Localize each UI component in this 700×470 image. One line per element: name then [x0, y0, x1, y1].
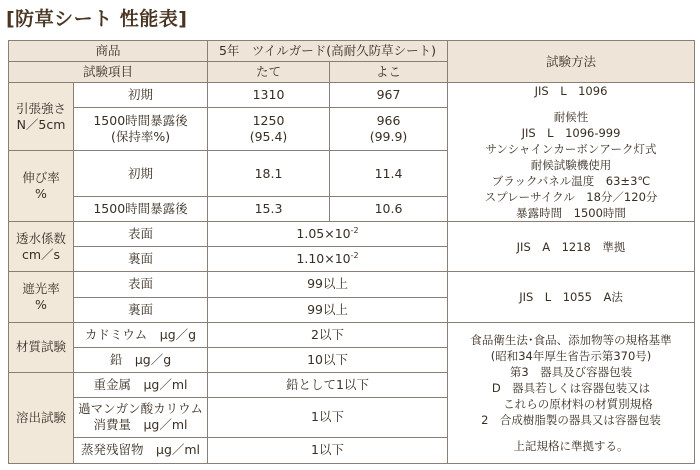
method-text: 耐候性: [553, 110, 589, 125]
tensile-exposed-yoko: 966: [376, 113, 401, 129]
cadmium-label: カドミウム μg／g: [74, 322, 208, 347]
tensile-initial-label: 初期: [74, 83, 208, 108]
product-header-cell: 商品: [9, 41, 208, 62]
tensile-retention-label: (保持率%): [110, 129, 171, 145]
method-text: 第3 器具及び容器包装: [509, 364, 633, 379]
table-row: [9, 272, 695, 297]
spacer: [452, 428, 690, 438]
elongation-initial-label: 初期: [74, 151, 208, 197]
tensile-category-cell: [9, 83, 74, 151]
method-text: JIS L 1096: [534, 84, 608, 99]
tensile-exposed-label-cell: [74, 108, 208, 151]
permeability-category-cell: [9, 222, 74, 272]
elongation-label: 伸び率 %: [9, 151, 74, 222]
tate-header-cell: たて: [208, 62, 330, 83]
elongation-exposed-yoko: 10.6: [330, 197, 448, 222]
method-text: JIS L 1055 A法: [519, 290, 623, 305]
shading-front-label: 表面: [74, 272, 208, 297]
permeability-front-exponent: -2: [350, 226, 359, 236]
elongation-initial-tate: 18.1: [208, 151, 330, 197]
permeability-back-value: 1.10×10: [296, 251, 351, 267]
method-header-cell: 試験方法: [448, 41, 695, 83]
residue-label: 蒸発残留物 μg／ml: [74, 437, 208, 463]
tensile-unit-label: N／5cm: [16, 116, 66, 132]
elution-label: 溶出試験: [9, 372, 74, 463]
permeability-front-label: 表面: [74, 222, 208, 247]
method-text: 2 合成樹脂製の器具又は容器包装: [481, 412, 661, 427]
cadmium-value: 2以下: [208, 322, 448, 347]
method-text: 耐候試験機使用: [530, 158, 612, 173]
test-item-header-cell: 試験項目: [9, 62, 208, 83]
tensile-exposed-tate-cell: [208, 108, 330, 151]
method-text: JIS L 1096-999: [521, 126, 621, 141]
method-permeability-cell: [448, 222, 695, 272]
elongation-exposed-label: 1500時間暴露後: [74, 197, 208, 222]
method-shading-cell: [448, 272, 695, 322]
elongation-exposed-tate: 15.3: [208, 197, 330, 222]
permeability-unit-label: cm／s: [21, 246, 61, 262]
yoko-header-cell: よこ: [330, 62, 448, 83]
heavy-metal-value: 鉛として1以下: [208, 372, 448, 397]
kmno4-value: 1以下: [208, 397, 448, 437]
lead-label: 鉛 μg／g: [74, 347, 208, 372]
tensile-initial-tate: 1310: [208, 83, 330, 108]
spacer: [452, 99, 690, 109]
shading-back-label: 裏面: [74, 297, 208, 322]
permeability-label: 透水係数: [15, 230, 66, 246]
kmno4-unit-label: 消費量 μg／ml: [93, 417, 188, 433]
table-row: [9, 83, 695, 108]
method-text: 食品衛生法･食品、添加物等の規格基準: [470, 332, 672, 347]
tensile-exposed-tate-pct: (95.4): [249, 129, 288, 145]
method-tensile-cell: [448, 83, 695, 222]
tensile-exposed-label: 1500時間暴露後: [93, 113, 188, 129]
method-text: サンシャインカーボンアーク灯式: [485, 142, 657, 157]
heavy-metal-label: 重金属 μg／ml: [74, 372, 208, 397]
residue-value: 1以下: [208, 437, 448, 463]
method-text: D 器具若しくは容器包装又は: [491, 380, 651, 395]
shading-front-value: 99以上: [208, 272, 448, 297]
shading-label: 遮光率 %: [9, 272, 74, 322]
method-text: JIS A 1218 準拠: [516, 239, 626, 254]
method-text: 上記規格に準拠する。: [513, 438, 629, 453]
method-text: (昭和34年厚生省告示第370号): [490, 348, 652, 363]
permeability-back-label: 裏面: [74, 247, 208, 272]
method-text: スプレーサイクル 18分／120分: [484, 190, 658, 205]
permeability-back-exponent: -2: [350, 251, 359, 261]
tensile-exposed-tate: 1250: [252, 113, 285, 129]
permeability-front-value-cell: [208, 222, 448, 247]
material-label: 材質試験: [9, 322, 74, 372]
table-row: [9, 322, 695, 347]
method-text: 暴露時間 1500時間: [516, 206, 626, 221]
tensile-exposed-yoko-pct: (99.9): [369, 129, 408, 145]
method-food-cell: [448, 322, 695, 463]
tensile-label: 引張強さ: [15, 100, 66, 116]
table-row: [9, 222, 695, 247]
performance-table: [8, 40, 695, 464]
method-text: ブラックパネル温度 63±3℃: [491, 174, 651, 189]
tensile-initial-yoko: 967: [330, 83, 448, 108]
table-row: [9, 41, 695, 62]
method-text: これらの原材料の材質別規格: [503, 396, 653, 411]
shading-back-value: 99以上: [208, 297, 448, 322]
permeability-back-value-cell: [208, 247, 448, 272]
kmno4-label-cell: [74, 397, 208, 437]
page-title: [防草シート 性能表]: [6, 8, 188, 30]
lead-value: 10以下: [208, 347, 448, 372]
tensile-exposed-yoko-cell: [330, 108, 448, 151]
elongation-initial-yoko: 11.4: [330, 151, 448, 197]
kmno4-label: 過マンガン酸カリウム: [78, 401, 203, 417]
permeability-front-value: 1.05×10: [296, 226, 351, 242]
product-name-cell: 5年 ツイルガード(高耐久防草シート): [208, 41, 448, 62]
